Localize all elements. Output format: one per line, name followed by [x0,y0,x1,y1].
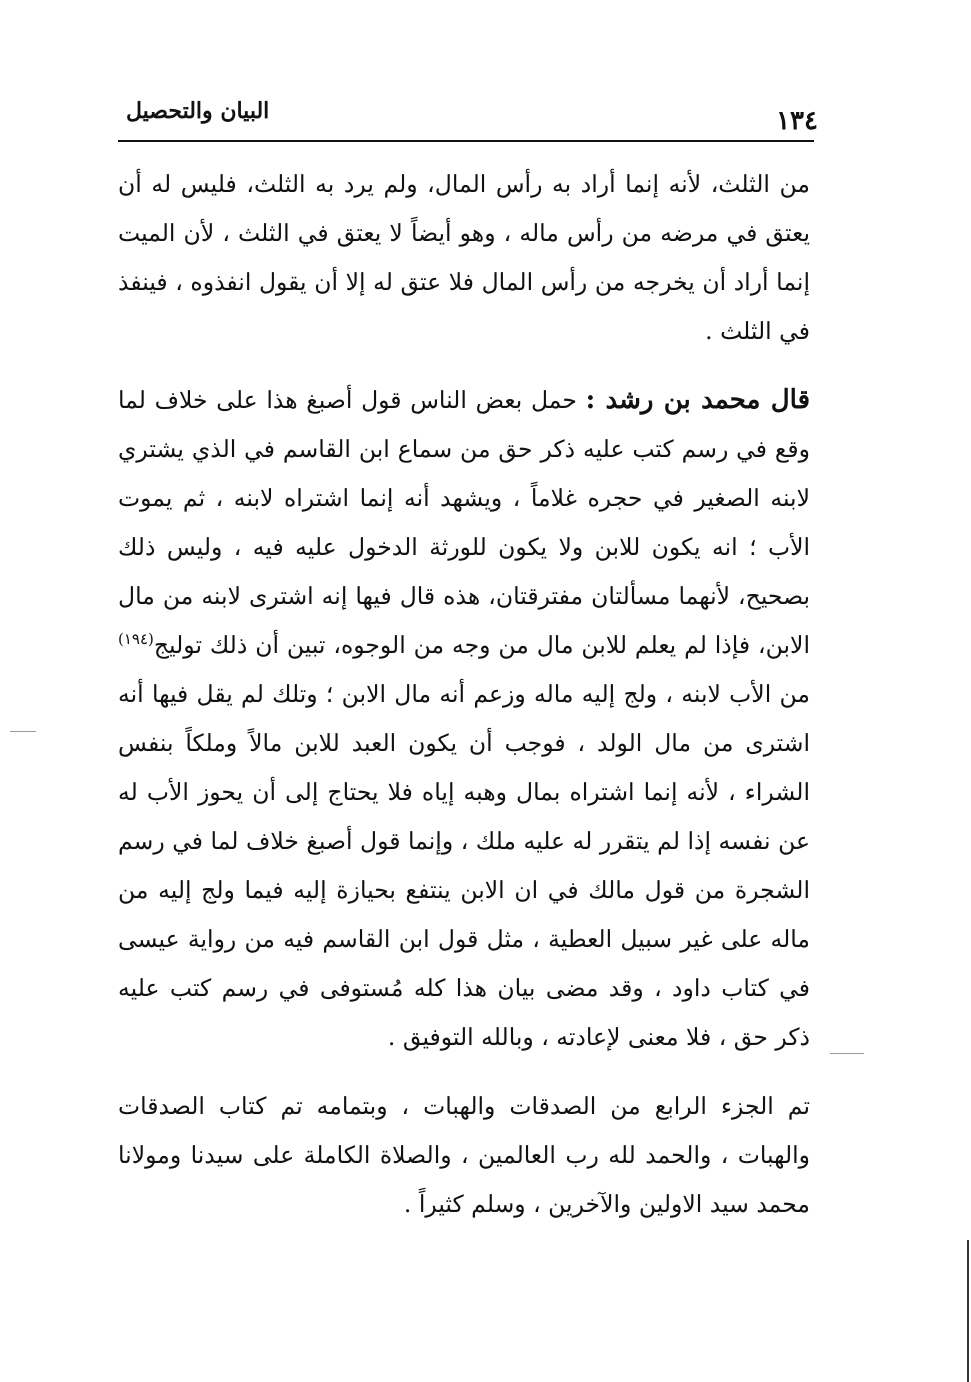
page-header [118,92,818,142]
page-body [118,160,810,1229]
header-rule [118,140,814,142]
footnote-reference: (١٩٤) [118,630,154,649]
speaker-label: قال محمد بن رشد : [585,385,811,415]
scan-artifact-right [830,1053,864,1054]
paragraph-2-text-b: من الأب لابنه ، ولج إليه ماله وزعم أنه مال الابن ؛ وتلك لم يقل فيها أنه اشترى من مال الولد ، فوجب أن يكون العبد للابن مالاً وملكاً بنفس الشراء ، لأنه إنما اشتراه بمال وهبه إياه فلا يحتاج إلى أن يحوز الأب له عن نفسه إذا لم يتقرر له عليه ملك ، وإنما قول أصبغ خلاف لما في رسم الشجرة من قول مالك في ان الابن ينتفع بحيازة إليه فيما ولج إليه من ماله على غير سبيل العطية ، مثل قول ابن القاسم فيه من رواية عيسى في كتاب داود ، وقد مضى بيان هذا كله مُستوفى في رسم كتب عليه ذكر حق ، فلا معنى لإعادته ، وبالله التوفيق . [118,680,810,1051]
paragraph-2-text-a: حمل بعض الناس قول أصبغ هذا على خلاف لما وقع في رسم كتب عليه ذكر حق من سماع ابن القاسم في الذي يشتري لابنه الصغير في حجره غلاماً ، ويشهد أنه إنما اشتراه لابنه ، ثم يموت الأب ؛ انه يكون للابن ولا يكون للورثة الدخول عليه فيه ، وليس ذلك بصحيح، لأنهما مسألتان مفترقتان، هذه قال فيها إنه اشترى لابنه من مال الابن، فإذا لم يعلم للابن مال من وجه من الوجوه، تبين أن ذلك توليج [118,386,810,659]
page-number: ١٣٤ [776,106,818,136]
scan-artifact-left [10,731,36,732]
paragraph-2 [118,376,810,1062]
running-title: البيان والتحصيل [126,98,270,124]
paragraph-1: من الثلث، لأنه إنما أراد به رأس المال، ولم يرد به الثلث، فليس له أن يعتق في مرضه من رأس ماله ، وهو أيضاً لا يعتق في الثلث ، لأن الميت إنما أراد أن يخرجه من رأس المال فلا عتق له إلا أن يقول انفذوه ، فينفذ في الثلث . [118,170,810,345]
paragraph-3: تم الجزء الرابع من الصدقات والهبات ، وبتمامه تم كتاب الصدقات والهبات ، والحمد لله رب العالمين ، والصلاة الكاملة على سيدنا ومولانا محمد سيد الاولين والآخرين ، وسلم كثيراً . [118,1092,810,1218]
scan-edge-shadow [967,1240,969,1382]
